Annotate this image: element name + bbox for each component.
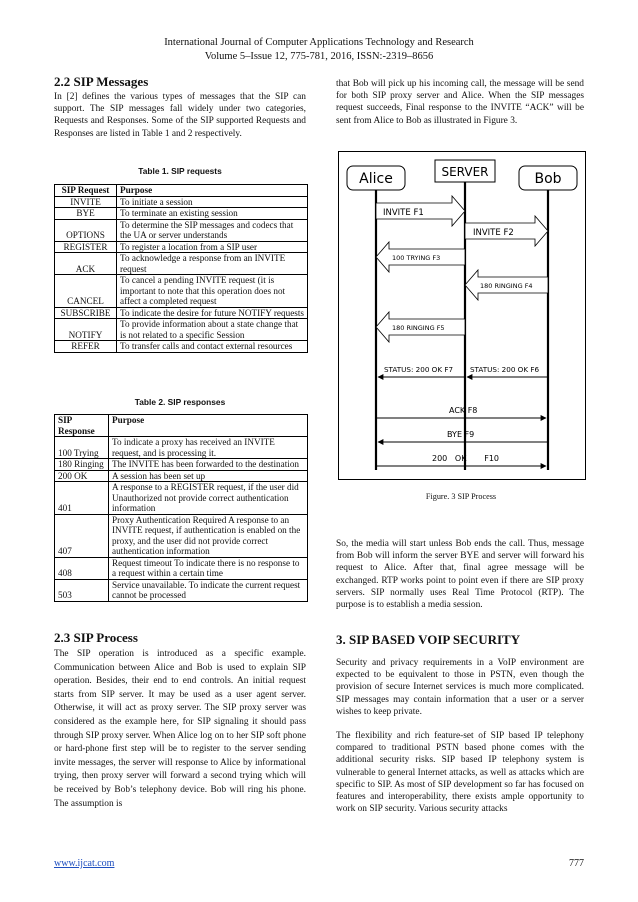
footer-page-number: 777 (569, 858, 584, 869)
section-2-3-paragraph: The SIP operation is introduced as a specific example. Communication between Alice and Bob is used to explain SIP operation. Besides, their end to end controls. An initial request starts from SIP server. It may be used as a user agent server. Otherwise, it will act as proxy server. The SIP proxy server was considered as the example here, for SIP signaling it should pass through SIP proxy server. When Alice log on to her SIP soft phone or hard-phone first step will be to register to the server sending invite messages, the server will response to Alice by informational trying, then proxy server will forward a second trying which will be received by Bob’s telephony device. Bob will ring his phone. The assumption is (54, 649, 306, 809)
alice-label: Alice (359, 171, 393, 187)
table-row (55, 253, 308, 275)
table-cell-name: 408 (55, 557, 109, 579)
table-cell-name: 200 OK (55, 470, 109, 482)
sip-sequence-diagram (339, 152, 585, 479)
table-sip-requests (54, 184, 308, 353)
table-cell-name: REGISTER (55, 241, 117, 253)
table-row (55, 219, 308, 241)
table-cell-purpose: To terminate an existing session (117, 208, 308, 220)
table-cell-name: 503 (55, 579, 109, 601)
table-cell-purpose: To transfer calls and contact external resources (117, 341, 308, 353)
table-cell-name: 100 Trying (55, 437, 109, 459)
table-cell-purpose: The INVITE has been forwarded to the destination (109, 459, 308, 471)
table-header-cell: SIP Request (55, 185, 117, 197)
table-sip-responses (54, 414, 308, 602)
table-cell-name: OPTIONS (55, 219, 117, 241)
table-cell-name: ACK (55, 253, 117, 275)
bye-f9-label: BYE F9 (447, 430, 475, 439)
ringing-f4-label: 180 RINGING F4 (480, 282, 533, 290)
table-row (55, 579, 308, 601)
journal-volume: Volume 5–Issue 12, 775-781, 2016, ISSN:-2319–8656 (204, 51, 434, 62)
table-row (55, 319, 308, 341)
table-cell-purpose: To initiate a session (117, 196, 308, 208)
table-row (55, 241, 308, 253)
section-3-heading: 3. SIP BASED VOIP SECURITY (336, 632, 521, 647)
table-cell-name: NOTIFY (55, 319, 117, 341)
invite-f2-label: INVITE F2 (473, 228, 514, 238)
table-cell-purpose: To indicate a proxy has received an INVITE request, and is processing it. (109, 437, 308, 459)
server-label: SERVER (441, 165, 489, 179)
table-cell-purpose: To provide information about a state change that is not related to a specific Session (117, 319, 308, 341)
table-cell-name: INVITE (55, 196, 117, 208)
table-cell-purpose: To acknowledge a response from an INVITE request (117, 253, 308, 275)
table-cell-name: 401 (55, 482, 109, 515)
table-row (55, 482, 308, 515)
table-row (55, 459, 308, 471)
table-cell-name: REFER (55, 341, 117, 353)
table-cell-purpose: A session has been set up (109, 470, 308, 482)
right-paragraph-after-figure: So, the media will start unless Bob ends the call. Thus, message from Bob will inform the server BYE and server will forward his request to Alice. After that, final agree message will be exchanged. RTP works point to point even if there are SIP proxy servers. SIP normally uses Real Time Protocol (RTP). The purpose is to establish a media session. (336, 539, 584, 611)
table-row (55, 557, 308, 579)
table-header-cell: Purpose (117, 185, 308, 197)
section-2-2-heading: 2.2 SIP Messages (54, 74, 149, 89)
table-cell-purpose: To register a location from a SIP user (117, 241, 308, 253)
figure-3-sip-process (338, 151, 586, 480)
status-f6-label: STATUS: 200 OK F6 (470, 365, 540, 374)
table-row (55, 208, 308, 220)
table-row (55, 196, 308, 208)
ok-f10-label: 200 OK F10 (432, 454, 500, 463)
table-cell-name: 180 Ringing (55, 459, 109, 471)
footer-url-link[interactable]: www.ijcat.com (54, 858, 115, 869)
section-2-3-heading: 2.3 SIP Process (54, 630, 138, 645)
table-cell-purpose: To determine the SIP messages and codecs that the UA or server understands (117, 219, 308, 241)
table-row (55, 514, 308, 557)
table-row (55, 275, 308, 308)
right-paragraph-top: that Bob will pick up his incoming call, the message will be send for both SIP proxy server and Alice. When the SIP messages request succeeds, Final response to the INVITE “ACK” will be sent from Alice to Bob as illustrated in Figure 3. (336, 79, 584, 126)
table-row (55, 341, 308, 353)
table-cell-purpose: Request timeout To indicate there is no response to a request within a certain time (109, 557, 308, 579)
figure-3-caption: Figure. 3 SIP Process (425, 492, 497, 501)
ack-f8-label: ACK F8 (449, 406, 478, 415)
table-header-row (55, 415, 308, 437)
table-cell-purpose: A response to a REGISTER request, if the user did Unauthorized not provide correct authentication information (109, 482, 308, 515)
table-cell-name: CANCEL (55, 275, 117, 308)
table-cell-name: BYE (55, 208, 117, 220)
table-cell-name: SUBSCRIBE (55, 307, 117, 319)
table-1-caption: Table 1. SIP requests (138, 166, 222, 176)
table-cell-purpose: Proxy Authentication Required A response to an INVITE request, if authentication is enabled on the proxy, and the user did not provide correct authentication information (109, 514, 308, 557)
section-3-paragraph-2: The flexibility and rich feature-set of SIP based IP telephony compared to traditional PSTN based phone comes with the additional security risks. SIP based IP telephony system is vulnerable to general Internet attacks, as well as attacks which are specific to SIP. As most of SIP development so far has focused on features and interoperability, there exists ample opportunity to work on SIP security. Various security attacks (336, 731, 584, 815)
journal-title: International Journal of Computer Applications Technology and Research (164, 37, 474, 48)
table-cell-name: 407 (55, 514, 109, 557)
table-cell-purpose: To cancel a pending INVITE request (it is important to note that this operation does not affect a completed request (117, 275, 308, 308)
invite-f1-label: INVITE F1 (383, 208, 424, 218)
section-3-paragraph-1: Security and privacy requirements in a VoIP environment are expected to be equivalent to those in PSTN, even though the provision of secure Internet services is much more complicated. SIP messages may contain information that a user or a server wishes to keep private. (336, 658, 584, 717)
table-header-cell: SIP Response (55, 415, 109, 437)
section-2-2-paragraph: In [2] defines the various types of messages that the SIP can support. The SIP messages fall widely under two categories, Requests and Responses. Some of the SIP supported Requests and Responses are listed in Table 1 and 2 respectively. (54, 92, 306, 139)
table-header-row (55, 185, 308, 197)
table-cell-purpose: Service unavailable. To indicate the current request cannot be processed (109, 579, 308, 601)
table-row (55, 307, 308, 319)
status-f7-label: STATUS: 200 OK F7 (384, 365, 454, 374)
table-2-caption: Table 2. SIP responses (134, 397, 226, 407)
journal-header (0, 36, 638, 64)
bob-label: Bob (534, 171, 562, 187)
table-row (55, 437, 308, 459)
trying-f3-label: 100 TRYING F3 (392, 254, 441, 262)
ringing-f5-label: 180 RINGING F5 (392, 324, 445, 332)
table-cell-purpose: To indicate the desire for future NOTIFY requests (117, 307, 308, 319)
table-row (55, 470, 308, 482)
table-header-cell: Purpose (109, 415, 308, 437)
